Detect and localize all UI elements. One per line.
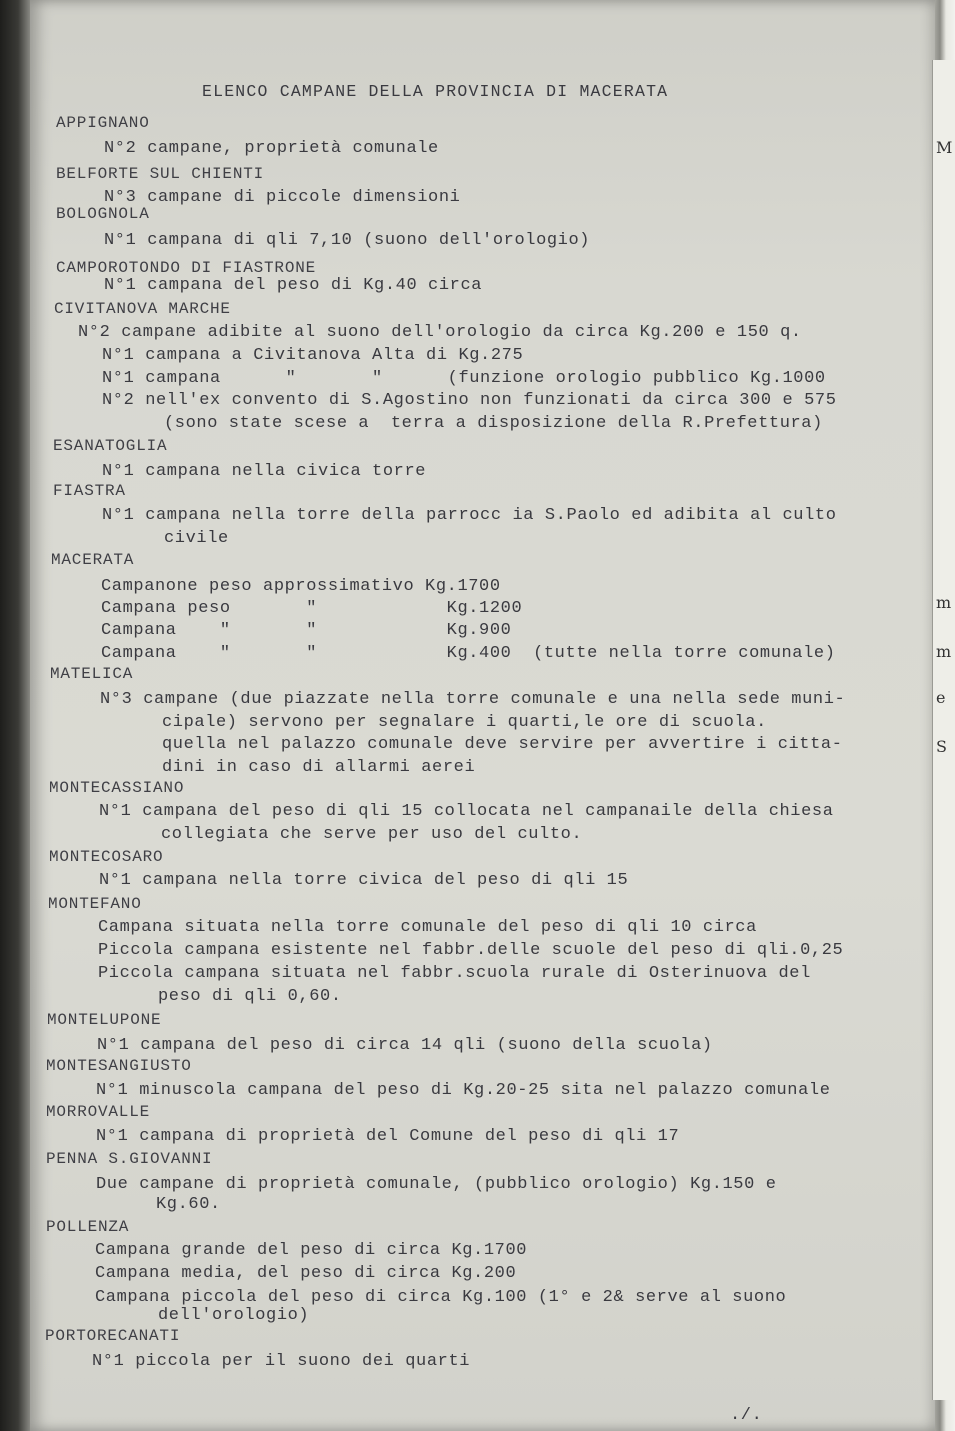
- town-heading: FIASTRA: [53, 482, 126, 500]
- bell-entry: N°1 campana di qli 7,10 (suono dell'orologio): [104, 231, 591, 250]
- town-heading: MONTELUPONE: [47, 1011, 162, 1029]
- bell-entry: N°1 campana del peso di qli 15 collocata nel campanaile della chiesa: [99, 802, 834, 821]
- bell-entry: N°1 minuscola campana del peso di Kg.20-25 sita nel palazzo comunale: [96, 1081, 831, 1100]
- town-heading: CIVITANOVA MARCHE: [54, 300, 231, 318]
- bell-entry: N°1 campana " " (funzione orologio pubblico Kg.1000: [102, 369, 826, 388]
- edge-letter: S: [936, 737, 947, 756]
- bell-entry: Piccola campana esistente nel fabbr.delle scuole del peso di qli.0,25: [98, 941, 844, 960]
- bell-entry: N°1 campana del peso di circa 14 qli (suono della scuola): [97, 1036, 713, 1055]
- bell-entry: (sono state scese a terra a disposizione della R.Prefettura): [164, 414, 823, 433]
- town-heading: ESANATOGLIA: [53, 437, 168, 455]
- bell-entry: N°1 piccola per il suono dei quarti: [92, 1352, 471, 1371]
- town-heading: PORTORECANATI: [45, 1327, 181, 1345]
- bell-entry: Campanone peso approssimativo Kg.1700: [101, 577, 501, 596]
- bell-entry: peso di qli 0,60.: [158, 987, 342, 1006]
- bell-entry: N°2 campane adibite al suono dell'orologio da circa Kg.200 e 150 q.: [78, 323, 802, 342]
- town-heading: MORROVALLE: [46, 1103, 151, 1121]
- bell-entry: N°2 campane, proprietà comunale: [104, 139, 439, 158]
- town-heading: MONTEFANO: [48, 895, 142, 913]
- town-heading: POLLENZA: [46, 1218, 130, 1236]
- town-heading: MACERATA: [51, 551, 135, 569]
- bell-entry: dell'orologio): [158, 1306, 310, 1325]
- bell-entry: N°2 nell'ex convento di S.Agostino non funzionati da circa 300 e 575: [102, 391, 837, 410]
- town-heading: MONTECASSIANO: [49, 779, 185, 797]
- town-heading: MONTESANGIUSTO: [46, 1057, 192, 1075]
- bell-entry: Campana grande del peso di circa Kg.1700: [95, 1241, 528, 1260]
- town-heading: BELFORTE SUL CHIENTI: [56, 165, 265, 183]
- bell-entry: Piccola campana situata nel fabbr.scuola rurale di Osterinuova del: [98, 964, 811, 983]
- bell-entry: Due campane di proprietà comunale, (pubblico orologio) Kg.150 e: [96, 1175, 777, 1194]
- bell-entry: N°1 campana di proprietà del Comune del peso di qli 17: [96, 1127, 680, 1146]
- bell-entry: N°3 campane (due piazzate nella torre comunale e una nella sede muni-: [100, 690, 846, 709]
- edge-letter: M: [936, 138, 953, 157]
- edge-letter: m: [936, 642, 952, 661]
- bell-entry: Kg.60.: [156, 1195, 221, 1214]
- bell-entry: N°1 campana a Civitanova Alta di Kg.275: [102, 346, 524, 365]
- town-heading: BOLOGNOLA: [56, 205, 150, 223]
- bell-entry: dini in caso di allarmi aerei: [162, 758, 476, 777]
- town-heading: CAMPOROTONDO DI FIASTRONE: [56, 259, 317, 277]
- bell-entry: cipale) servono per segnalare i quarti,le ore di scuola.: [162, 713, 767, 732]
- town-heading: MONTECOSARO: [49, 848, 164, 866]
- town-heading: APPIGNANO: [56, 114, 150, 132]
- town-heading: PENNA S.GIOVANNI: [46, 1150, 213, 1168]
- edge-letter: e: [936, 688, 946, 707]
- edge-letter: m: [936, 593, 952, 612]
- bell-entry: N°1 campana nella torre della parrocc ia S.Paolo ed adibita al culto: [102, 506, 837, 525]
- bell-entry: N°3 campane di piccole dimensioni: [104, 188, 461, 207]
- town-heading: MATELICA: [50, 665, 134, 683]
- bell-entry: N°1 campana nella civica torre: [102, 462, 427, 481]
- continuation-mark: ./.: [730, 1406, 763, 1425]
- bell-entry: N°1 campana del peso di Kg.40 circa: [104, 276, 483, 295]
- bell-entry: Campana " " Kg.900: [101, 621, 512, 640]
- bell-entry: Campana piccola del peso di circa Kg.100 (1° e 2& serve al suono: [95, 1288, 787, 1307]
- bell-entry: collegiata che serve per uso del culto.: [161, 825, 583, 844]
- bell-entry: Campana situata nella torre comunale del peso di qli 10 circa: [98, 918, 757, 937]
- bell-entry: Campana peso " Kg.1200: [101, 599, 523, 618]
- bell-entry: N°1 campana nella torre civica del peso di qli 15: [99, 871, 629, 890]
- bell-entry: civile: [164, 529, 229, 548]
- bell-entry: Campana " " Kg.400 (tutte nella torre comunale): [101, 644, 836, 663]
- bell-entry: quella nel palazzo comunale deve servire per avvertire i citta-: [162, 735, 843, 754]
- bell-entry: Campana media, del peso di circa Kg.200: [95, 1264, 517, 1283]
- page-title: ELENCO CAMPANE DELLA PROVINCIA DI MACERATA: [202, 82, 669, 101]
